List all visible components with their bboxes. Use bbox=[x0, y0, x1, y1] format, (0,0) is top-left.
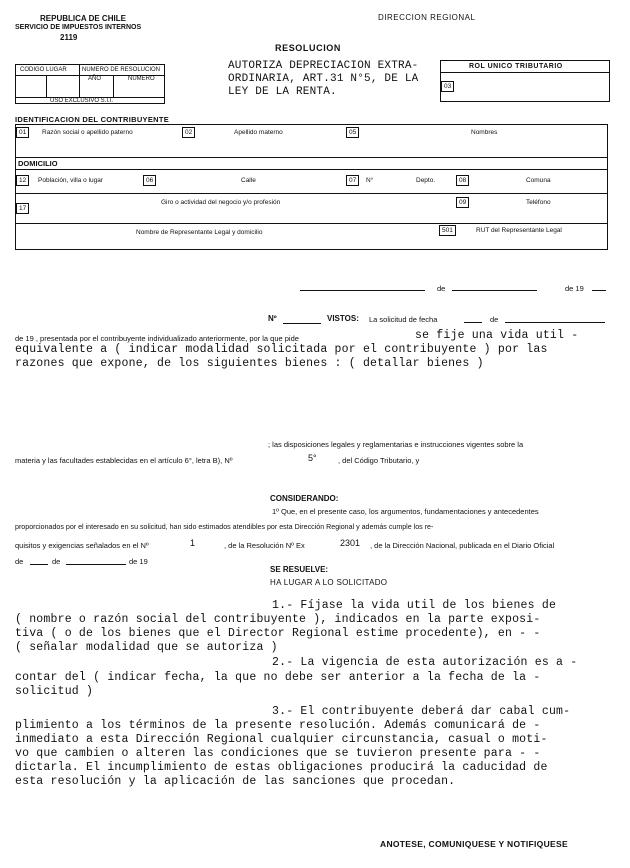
considerando-resolution-number: 1 bbox=[190, 538, 196, 548]
subject-line-1: AUTORIZA DEPRECIACION EXTRA- bbox=[228, 60, 419, 72]
request-text: de 19 , presentada por el contribuyente individualizado anteriormente, por la que pide bbox=[15, 334, 299, 343]
resolve-2-line-1: 2.- La vigencia de esta autorización es a - bbox=[272, 656, 578, 669]
resolve-3-line-1: 3.- El contribuyente deberá dar cabal cum- bbox=[272, 705, 571, 718]
month-line bbox=[452, 290, 537, 291]
considerando-heading: CONSIDERANDO: bbox=[270, 494, 339, 503]
field-code-12: 12 bbox=[16, 175, 29, 186]
field-label-number: N° bbox=[366, 177, 374, 184]
field-label-names: Nombres bbox=[471, 129, 498, 136]
field-code-01: 01 bbox=[16, 127, 29, 138]
rut-label: ROL UNICO TRIBUTARIO bbox=[469, 63, 563, 70]
field-code-02: 02 bbox=[182, 127, 195, 138]
resolution-number-label: NUMERO DE RESOLUCION bbox=[82, 67, 161, 73]
considerando-3a: quisitos y exigencias señalados en el Nº bbox=[15, 541, 149, 550]
considerando-4a: de bbox=[15, 557, 24, 566]
resolve-1-line-4: ( señalar modalidad que se autoriza ) bbox=[15, 641, 278, 654]
taxpayer-form bbox=[15, 124, 608, 250]
date-de-label: de bbox=[437, 284, 446, 293]
legal-article-number: 5° bbox=[308, 453, 317, 463]
resolution-number-label-body: Nº bbox=[268, 314, 277, 323]
field-label-locality: Población, villa o lugar bbox=[38, 177, 104, 184]
number-label: NUMERO bbox=[128, 76, 155, 82]
field-label-apartment: Depto. bbox=[416, 177, 436, 184]
year-line bbox=[592, 290, 606, 291]
considerando-1: 1º Que, en el presente caso, los argumentos, fundamentaciones y antecedentes bbox=[272, 507, 539, 516]
considerando-day-line bbox=[30, 564, 48, 565]
subject-line-2: ORDINARIA, ART.31 N°5, DE LA bbox=[228, 73, 419, 85]
field-label-representative: Nombre de Representante Legal y domicilio bbox=[136, 229, 263, 236]
considerando-3b: , de la Resolución Nº Ex bbox=[224, 541, 305, 550]
legal-text-1: ; las disposiciones legales y reglamentarias e instrucciones vigentes sobre la bbox=[268, 440, 524, 449]
year-label: AÑO bbox=[88, 76, 102, 82]
resolve-2-line-3: solicitud ) bbox=[15, 685, 94, 698]
vistos-text: La solicitud de fecha bbox=[369, 315, 438, 324]
direction-label: DIRECCION REGIONAL bbox=[378, 13, 476, 22]
resolve-1-line-1: 1.- Fíjase la vida util de los bienes de bbox=[272, 599, 557, 612]
field-label-activity: Giro o actividad del negocio y/o profesión bbox=[161, 199, 281, 206]
field-code-09: 09 bbox=[456, 197, 469, 208]
request-typed-1: se fije una vida util - bbox=[415, 329, 579, 342]
closing-text: ANOTESE, COMUNIQUESE Y NOTIFIQUESE bbox=[380, 839, 568, 849]
request-typed-2: equivalente a ( indicar modalidad solicitada por el contribuyente ) por las bbox=[15, 343, 548, 356]
resolve-3-line-6: esta resolución y la aplicación de las sanciones que procedan. bbox=[15, 775, 456, 788]
field-label-street: Calle bbox=[241, 177, 256, 184]
place-line bbox=[300, 290, 425, 291]
legal-text-2a: materia y las facultades establecidas en el artículo 6°, letra B), Nº bbox=[15, 456, 233, 465]
document-title: RESOLUCION bbox=[275, 43, 342, 53]
resolve-heading: SE RESUELVE: bbox=[270, 565, 329, 574]
considerando-exempt-number: 2301 bbox=[340, 538, 361, 548]
vistos-day-line bbox=[464, 322, 482, 323]
field-label-representative-rut: RUT del Representante Legal bbox=[476, 227, 562, 234]
field-code-06: 06 bbox=[143, 175, 156, 186]
date-year-label: de 19 bbox=[565, 284, 584, 293]
vistos-de: de bbox=[490, 315, 499, 324]
field-label-commune: Comuna bbox=[526, 177, 551, 184]
code-box bbox=[15, 64, 165, 104]
considerando-4b: de bbox=[52, 557, 61, 566]
republic-label: REPUBLICA DE CHILE bbox=[40, 14, 126, 23]
resolution-number-line bbox=[283, 323, 321, 324]
resolve-3-line-3: inmediato a esta Dirección Regional cualquier circunstancia, casual o moti- bbox=[15, 733, 548, 746]
form-number: 2119 bbox=[60, 33, 78, 42]
code-place-label: CODIGO LUGAR bbox=[20, 67, 67, 73]
field-code-08: 08 bbox=[456, 175, 469, 186]
field-code-05: 05 bbox=[346, 127, 359, 138]
resolve-1-line-3: tiva ( o de los bienes que el Director Regional estime procedente), en - - bbox=[15, 627, 541, 640]
resolve-1-line-2: ( nombre o razón social del contribuyente ), indicados en la parte exposi- bbox=[15, 613, 541, 626]
domicile-title: DOMICILIO bbox=[18, 159, 58, 168]
considerando-4c: de 19 bbox=[129, 557, 148, 566]
service-label: SERVICIO DE IMPUESTOS INTERNOS bbox=[15, 24, 142, 31]
field-label-phone: Teléfono bbox=[526, 199, 551, 206]
field-label-second-surname: Apellido materno bbox=[234, 129, 283, 136]
request-typed-3: razones que expone, de los siguientes bienes : ( detallar bienes ) bbox=[15, 357, 484, 370]
vistos-heading: VISTOS: bbox=[327, 314, 359, 323]
considerando-2: proporcionados por el interesado en su solicitud, han sido estimados atendibles por esta Dirección Regional y además cumple los re- bbox=[15, 523, 434, 531]
resolve-3-line-2: plimiento a los términos de la presente resolución. Además comunicará de - bbox=[15, 719, 541, 732]
field-code-07: 07 bbox=[346, 175, 359, 186]
resolve-3-line-4: vo que cambien o alteren las condiciones que se tuvieron presente para - - bbox=[15, 747, 541, 760]
granted-text: HA LUGAR A LO SOLICITADO bbox=[270, 578, 388, 587]
legal-text-2b: , del Código Tributario, y bbox=[338, 456, 420, 465]
field-code-17: 17 bbox=[16, 203, 29, 214]
rut-box bbox=[440, 60, 610, 102]
field-label-surname: Razón social o apellido paterno bbox=[42, 129, 133, 136]
resolve-2-line-2: contar del ( indicar fecha, la que no debe ser anterior a la fecha de la - bbox=[15, 671, 541, 684]
resolve-3-line-5: dictarla. El incumplimiento de estas obligaciones producirá la caducidad de bbox=[15, 761, 548, 774]
considerando-3c: , de la Dirección Nacional, publicada en el Diario Oficial bbox=[370, 541, 555, 550]
considerando-month-line bbox=[66, 564, 126, 565]
field-code-501: 501 bbox=[439, 225, 456, 236]
exclusive-use-label: USO EXCLUSIVO S.I.I. bbox=[50, 98, 114, 104]
taxpayer-section-title: IDENTIFICACION DEL CONTRIBUYENTE bbox=[15, 115, 170, 124]
subject-line-3: LEY DE LA RENTA. bbox=[228, 86, 337, 98]
rut-code: 03 bbox=[441, 81, 454, 92]
vistos-month-line bbox=[505, 322, 605, 323]
